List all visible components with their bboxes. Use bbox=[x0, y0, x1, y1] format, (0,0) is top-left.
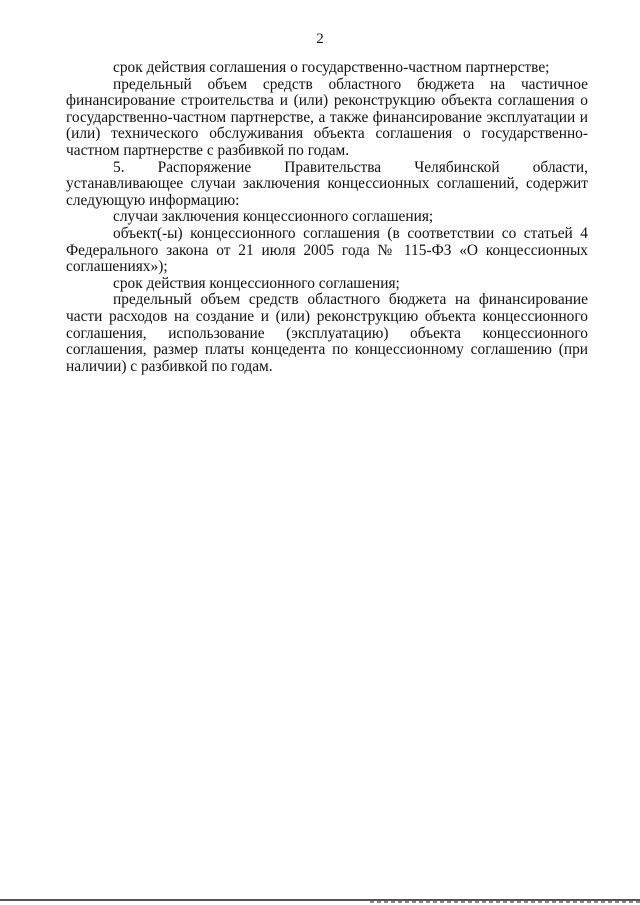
paragraph-concession-budget: предельный объем средств областного бюджета на финансирование части расходов на создание и (или) реконструкцию объекта концессионного соглашения, использование (эксплуатацию) объекта концессионного соглашения, размер платы концедента по концессионному соглашению (при наличии) с разбивкой по годам. bbox=[66, 291, 588, 375]
paragraph-concession-term: срок действия концессионного соглашения; bbox=[113, 274, 400, 292]
paragraph-concession-cases: случаи заключения концессионного соглашения; bbox=[113, 208, 434, 226]
paragraph-term-ppp: срок действия соглашения о государственно-частном партнерстве; bbox=[113, 59, 550, 76]
paragraph-section-5: 5. Распоряжение Правительства Челябинской области, устанавливающее случаи заключения концессионных соглашений, содержит следующую информацию: bbox=[66, 158, 588, 209]
scan-edge-artifact bbox=[370, 901, 640, 903]
page-number: 2 bbox=[316, 31, 324, 47]
document-body bbox=[66, 60, 588, 375]
paragraph-concession-objects: объект(-ы) концессионного соглашения (в соответствии со статьей 4 Федерального закона от 21 июля 2005 года № 115-ФЗ «О концессионных соглашениях»); bbox=[66, 224, 588, 276]
paragraph-budget-ppp: предельный объем средств областного бюджета на частичное финансирование строительства и (или) реконструкцию объекта соглашения о государственно-частном партнерстве, а также финансирование эксплуатации и (или) технического обслуживания объекта соглашения о государственно-частном партнерстве с разбивкой по годам. bbox=[66, 75, 588, 159]
